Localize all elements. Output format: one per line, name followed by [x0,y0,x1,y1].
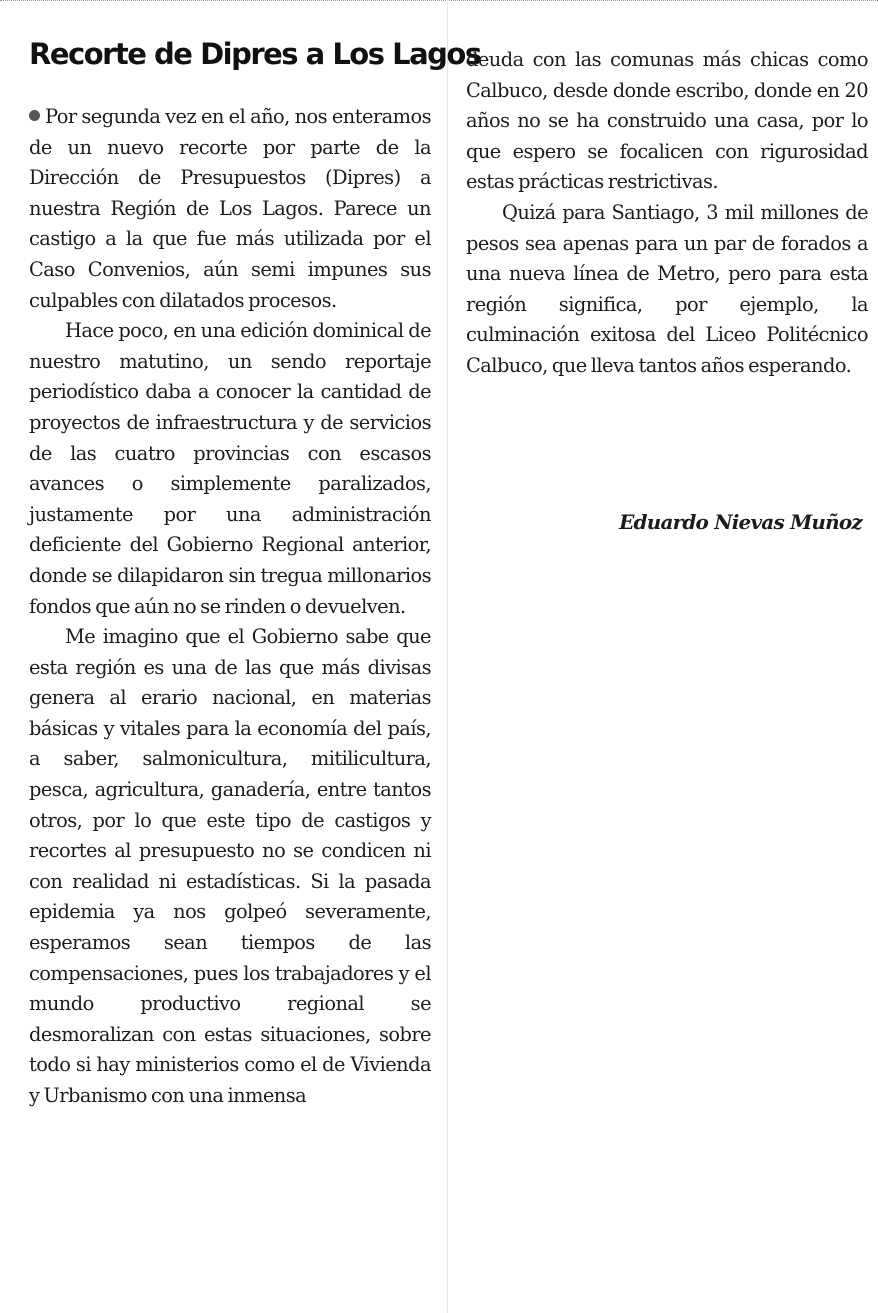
paragraph-1 [29,102,431,316]
right-column-text [466,45,868,382]
paragraph-3-continued: deuda con las comunas más chicas como Calbuco, desde donde escribo, donde en 20 años no se ha construido una casa, por lo que espero se focalicen con rigurosidad estas prácticas restrictivas. [466,48,868,194]
paragraph-4: Quizá para Santiago, 3 mil millones de pesos sea apenas para un par de forados a una nueva línea de Metro, pero para esta región significa, por ejemplo, la culminación exitosa del Liceo Politécnico Calbuco, que lleva tantos años esperando. [466,200,868,377]
paragraph-1-text: Por segunda vez en el año, nos enteramos de un nuevo recorte por parte de la Dirección de Presupuestos (Dipres) a nuestra Región de Los Lagos. Parece un castigo a la que fue más utilizada por el Caso Convenios, aún semi impunes sus culpables con dilatados procesos. [29,105,431,312]
column-divider [447,0,448,1313]
author-signature: Eduardo Nievas Muñoz [619,510,862,534]
left-column [29,0,481,1313]
bullet-icon [29,110,40,121]
paragraph-3: Me imagino que el Gobierno sabe que esta región es una de las que más divisas genera al erario nacional, en materias básicas y vitales para la economía del país, a saber, salmonicultura, mitilicultura, pesca, agricultura, ganadería, entre tantos otros, por lo que este tipo de castigos y recortes al presupuesto no se condicen ni con realidad ni estadísticas. Si la pasada epidemia ya nos golpeó severamente, esperamos sean tiempos de las compensaciones, pues los trabajadores y el mundo productivo regional se desmoralizan con estas situaciones, sobre todo si hay ministerios como el de Vivienda y Urbanismo con una inmensa [29,625,431,1107]
left-column-text [29,102,431,1112]
paragraph-2: Hace poco, en una edición dominical de nuestro matutino, un sendo reportaje periodístico daba a conocer la cantidad de proyectos de infraestructura y de servicios de las cuatro provincias con escasos avances o simplemente paralizados, justamente por una administración deficiente del Gobierno Regional anterior, donde se dilapidaron sin tregua millonarios fondos que aún no se rinden o devuelven. [29,319,431,618]
right-column [466,0,868,1313]
headline: Recorte de Dipres a Los Lagos [29,37,481,71]
